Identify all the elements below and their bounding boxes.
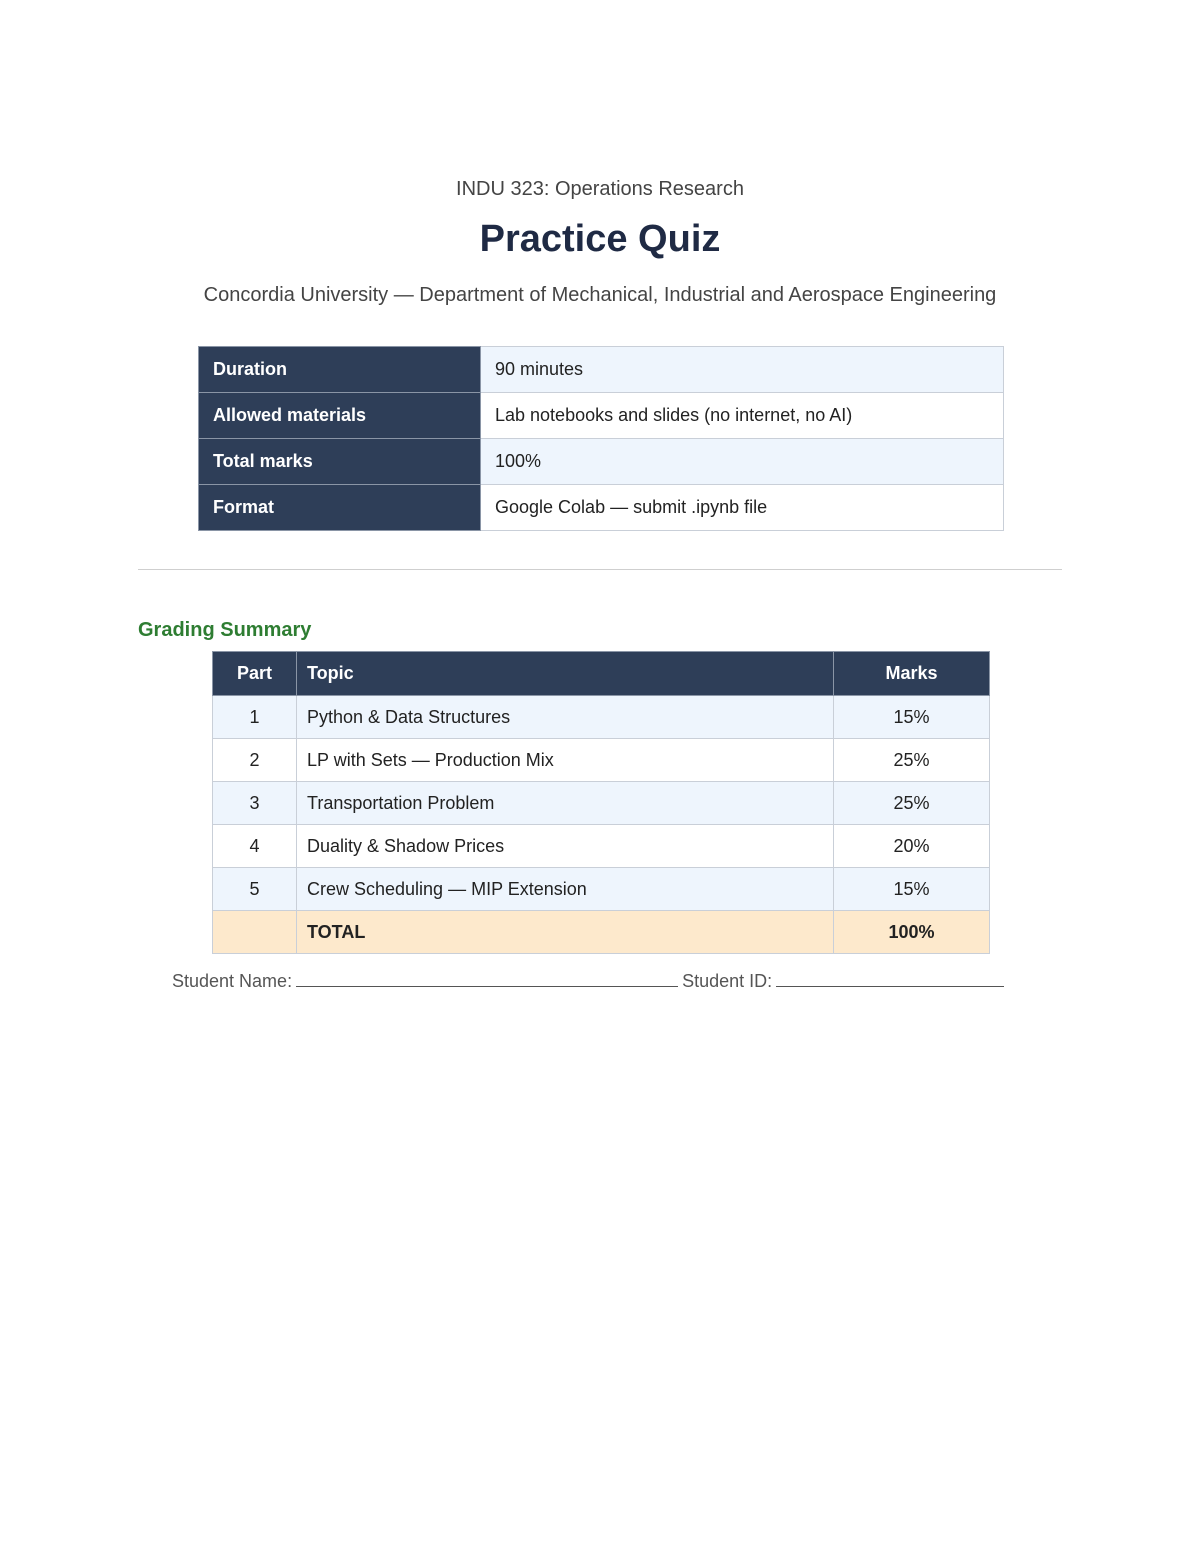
marks-value: 25% (834, 739, 990, 782)
total-part (213, 911, 297, 954)
topic-name: Transportation Problem (297, 782, 834, 825)
student-id-label: Student ID: (682, 971, 773, 991)
student-name-blank[interactable] (296, 968, 678, 987)
column-header-topic: Topic (297, 652, 834, 696)
info-label: Duration (199, 347, 481, 393)
marks-value: 15% (834, 868, 990, 911)
part-number: 3 (213, 782, 297, 825)
column-header-part: Part (213, 652, 297, 696)
student-info-line (172, 968, 1004, 992)
marks-value: 25% (834, 782, 990, 825)
info-row-total-marks (199, 439, 1004, 485)
info-label: Allowed materials (199, 393, 481, 439)
page-title: Practice Quiz (479, 218, 721, 260)
section-divider (138, 569, 1062, 570)
student-id-blank[interactable] (776, 968, 1004, 987)
student-name-label: Student Name: (172, 971, 293, 991)
table-row (213, 825, 990, 868)
part-number: 1 (213, 696, 297, 739)
info-label: Format (199, 485, 481, 531)
info-value: 100% (481, 439, 1004, 485)
table-row (213, 782, 990, 825)
info-value: 90 minutes (481, 347, 1004, 393)
info-label: Total marks (199, 439, 481, 485)
topic-name: Duality & Shadow Prices (297, 825, 834, 868)
topic-name: Crew Scheduling — MIP Extension (297, 868, 834, 911)
total-marks: 100% (834, 911, 990, 954)
marks-value: 15% (834, 696, 990, 739)
table-header-row (213, 652, 990, 696)
part-number: 2 (213, 739, 297, 782)
total-label: TOTAL (297, 911, 834, 954)
info-row-format (199, 485, 1004, 531)
course-code: INDU 323: Operations Research (456, 178, 744, 200)
grading-summary-heading: Grading Summary (138, 619, 312, 641)
part-number: 5 (213, 868, 297, 911)
part-number: 4 (213, 825, 297, 868)
total-row (213, 911, 990, 954)
grading-summary-table (212, 651, 990, 954)
info-value: Lab notebooks and slides (no internet, no AI) (481, 393, 1004, 439)
topic-name: Python & Data Structures (297, 696, 834, 739)
table-row (213, 868, 990, 911)
info-value: Google Colab — submit .ipynb file (481, 485, 1004, 531)
marks-value: 20% (834, 825, 990, 868)
page-subtitle: Concordia University — Department of Mechanical, Industrial and Aerospace Engineering (203, 284, 997, 306)
quiz-info-table (198, 346, 1004, 531)
table-row (213, 739, 990, 782)
info-row-duration (199, 347, 1004, 393)
table-row (213, 696, 990, 739)
topic-name: LP with Sets — Production Mix (297, 739, 834, 782)
column-header-marks: Marks (834, 652, 990, 696)
info-row-allowed-materials (199, 393, 1004, 439)
